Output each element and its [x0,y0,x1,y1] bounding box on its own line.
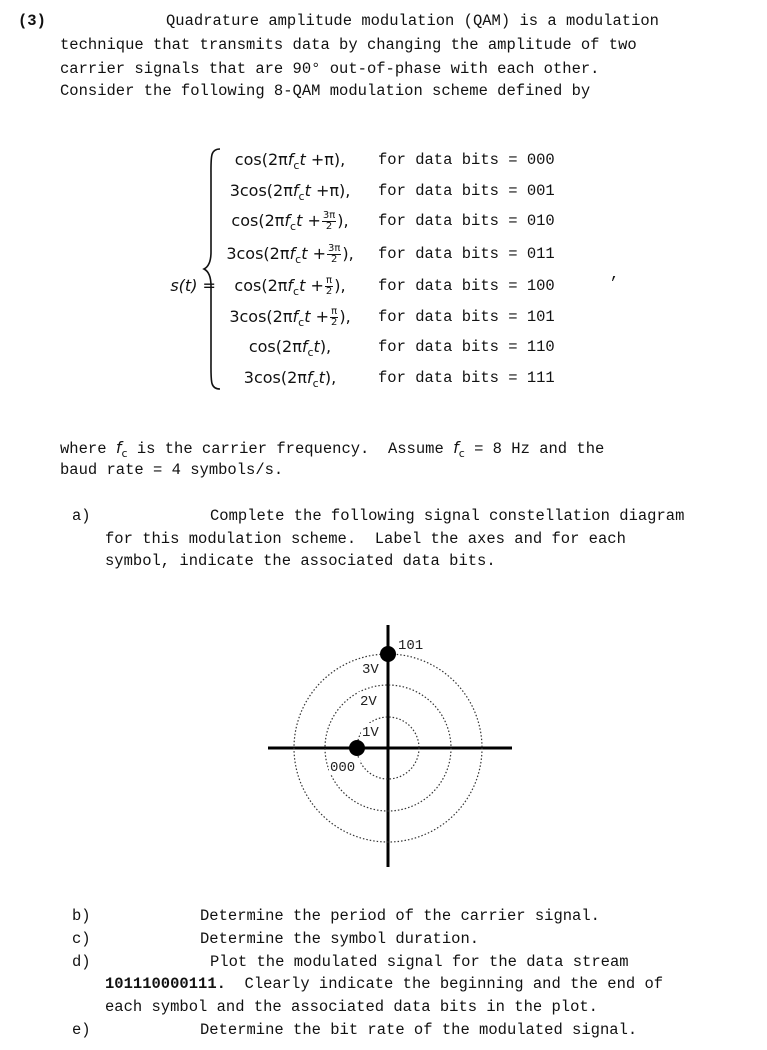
part-d-label: d) [72,953,91,971]
part-a-line-1: Complete the following signal constellation diagram [210,507,685,525]
constellation-diagram [0,615,767,875]
ring-label-1v: 1V [362,725,379,741]
part-a-line-3: symbol, indicate the associated data bits. [105,552,496,570]
case-condition: for data bits = 100 [378,277,555,295]
ring-label-2v: 2V [360,694,377,710]
part-d-line-3: each symbol and the associated data bits in the plot. [105,998,598,1016]
equation-cases [210,145,640,395]
equation-case-row [210,148,640,172]
case-condition: for data bits = 101 [378,308,555,326]
case-expression: $\cos(2\pi f_ct$ + $\frac{3\pi}{2}$ ), [231,210,349,234]
case-expression: $\cos(2\pi f_ct)$, [248,337,332,360]
case-expression: $\cos(2\pi f_ct +\pi)$, [234,150,346,173]
ring-label-3v: 3V [362,662,379,678]
part-e-text: Determine the bit rate of the modulated signal. [200,1021,638,1039]
symbol-label-101: 101 [398,638,424,654]
where-line-2: baud rate = 4 symbols/s. [60,461,284,479]
intro-line-2: technique that transmits data by changing the amplitude of two [60,36,637,54]
case-expression: $3\cos(2\pi f_ct$ + $\frac{3\pi}{2}$ ), [226,243,354,267]
equation-case-row [210,305,640,329]
case-condition: for data bits = 111 [378,369,555,387]
case-condition: for data bits = 010 [378,212,555,230]
symbol-label-000: 000 [330,760,356,776]
equation-case-row [210,366,640,390]
intro-line-1: Quadrature amplitude modulation (QAM) is a modulation [166,12,659,30]
part-b-label: b) [72,907,91,925]
case-expression: $3\cos(2\pi f_ct)$, [243,368,337,391]
part-b-text: Determine the period of the carrier signal. [200,907,600,925]
part-a-line-2: for this modulation scheme. Label the axes and for each [105,530,626,548]
equation-lhs: s(t) = [170,276,216,295]
symbol-point-101 [380,646,396,662]
case-condition: for data bits = 001 [378,182,555,200]
where-line-1: where $f_c$ is the carrier frequency. Assume $f_c = 8$ Hz and the [60,438,605,461]
case-expression: $3\cos(2\pi f_ct$ + $\frac{\pi}{2}$ ), [229,306,351,330]
symbol-point-000 [349,740,365,756]
equation-case-row [210,274,640,298]
part-c-label: c) [72,930,91,948]
case-expression: $\cos(2\pi f_ct$ + $\frac{\pi}{2}$ ), [234,275,346,299]
equation-case-row [210,179,640,203]
equation-case-row [210,209,640,233]
part-c-text: Determine the symbol duration. [200,930,480,948]
intro-line-4: Consider the following 8-QAM modulation scheme defined by [60,82,591,100]
data-stream: 101110000111. [105,975,226,993]
intro-line-3: carrier signals that are 90° out-of-phase with each other. [60,60,600,78]
case-condition: for data bits = 000 [378,151,555,169]
case-expression: $3\cos(2\pi f_ct +\pi)$, [229,181,351,204]
equation-trailing-comma: , [610,265,620,283]
part-a-label: a) [72,507,91,525]
equation-block [140,145,640,395]
part-d-line-1: Plot the modulated signal for the data stream [210,953,629,971]
problem-number: (3) [18,12,46,30]
part-d-line-2: 101110000111. Clearly indicate the beginning and the end of [105,975,664,993]
equation-case-row [210,242,640,266]
part-e-label: e) [72,1021,91,1039]
case-condition: for data bits = 110 [378,338,555,356]
case-condition: for data bits = 011 [378,245,555,263]
equation-case-row [210,335,640,359]
